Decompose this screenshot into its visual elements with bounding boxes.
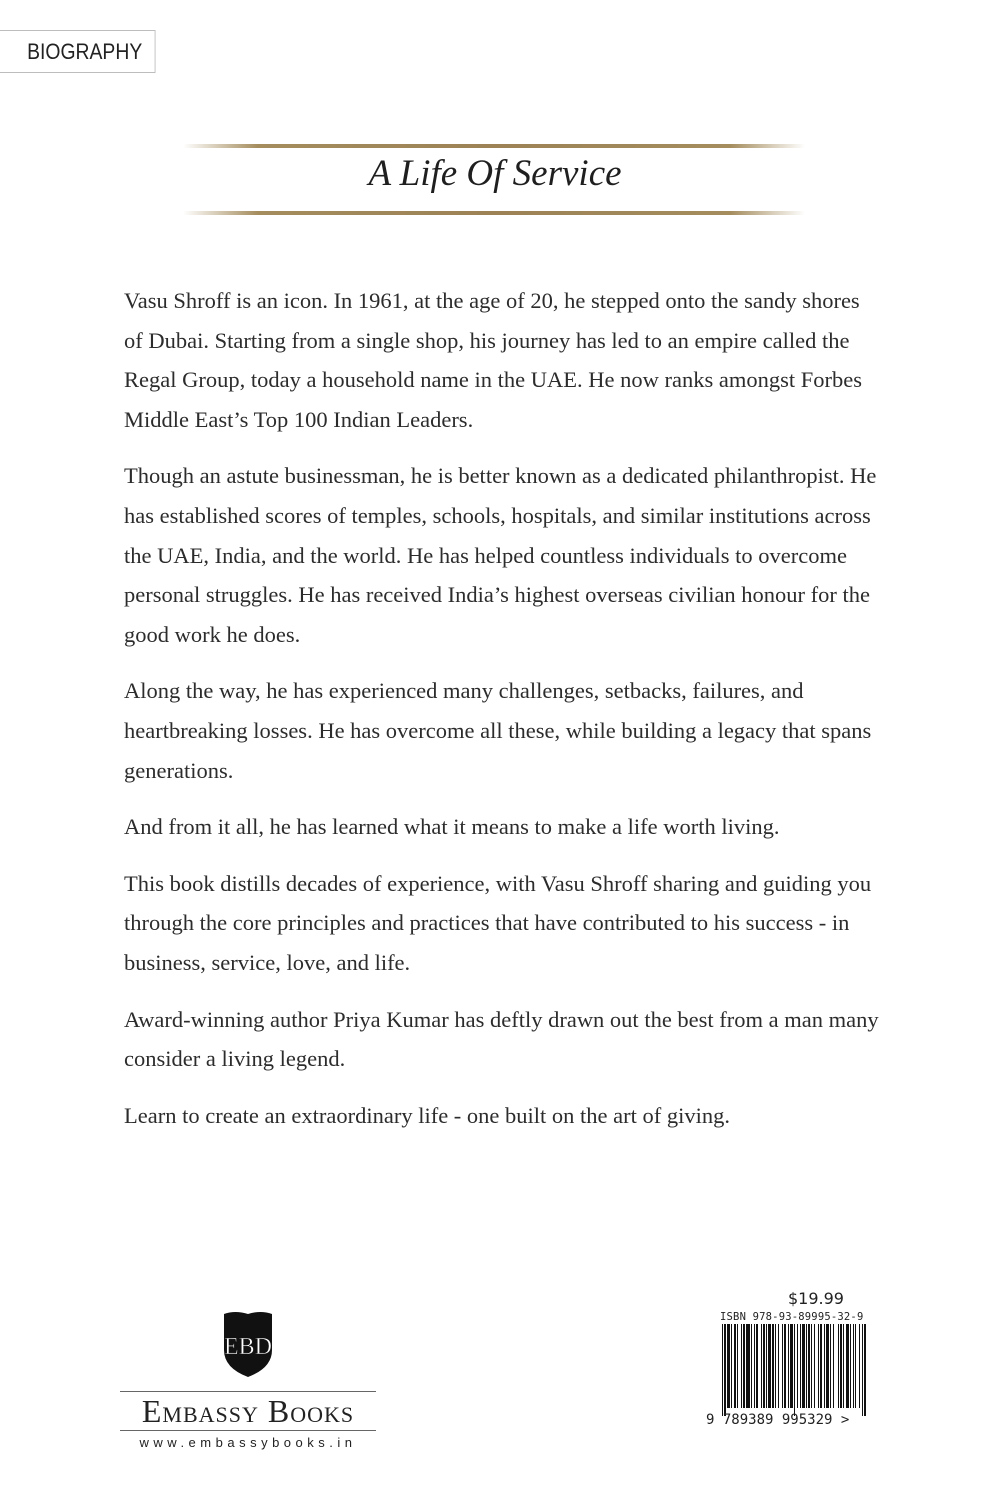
barcode-bar bbox=[751, 1324, 752, 1408]
barcode-bar bbox=[859, 1324, 860, 1408]
barcode-bar bbox=[855, 1324, 856, 1408]
barcode-bar bbox=[843, 1324, 844, 1408]
blurb-paragraph: Learn to create an extraordinary life - one built on the art of giving. bbox=[124, 1102, 731, 1128]
barcode-bar bbox=[862, 1324, 863, 1416]
barcode-bar bbox=[763, 1324, 765, 1408]
blurb-paragraph: And from it all, he has learned what it means to make a life worth living. bbox=[124, 814, 780, 840]
barcode-bar bbox=[731, 1324, 732, 1408]
book-title: A Life Of Service bbox=[368, 153, 622, 194]
barcode-bar bbox=[808, 1324, 810, 1408]
blurb-paragraph: Though an astute businessman, he is better known as a dedicated philanthropist. He has established scores of temples, schools, hospitals, and similar institutions across the UAE, India, and the world. He has helped countless individuals to overcome personal struggles. He has received India’s highest overseas civilian honour for the good work he does. bbox=[124, 463, 877, 647]
publisher-url: www.embassybooks.in bbox=[139, 1435, 357, 1450]
barcode-bar bbox=[782, 1324, 783, 1408]
barcode-bar bbox=[818, 1324, 819, 1408]
blurb-paragraph: Along the way, he has experienced many challenges, setbacks, failures, and heartbreaking losses. He has overcome all these, while building a legacy that spans generations. bbox=[124, 678, 872, 783]
isbn-label: ISBN 978-93-89995-32-9 bbox=[720, 1311, 864, 1323]
barcode-bar bbox=[794, 1324, 795, 1416]
barcode-bar bbox=[775, 1324, 776, 1408]
barcode-bar bbox=[806, 1324, 807, 1408]
barcode-bar bbox=[741, 1324, 742, 1408]
barcode-bar bbox=[824, 1324, 825, 1408]
barcode-bar bbox=[754, 1324, 755, 1408]
publisher-logo bbox=[120, 1310, 376, 1450]
shield-icon bbox=[221, 1310, 275, 1378]
barcode-bar bbox=[756, 1324, 758, 1408]
barcode-bar bbox=[734, 1324, 736, 1408]
barcode-bar bbox=[768, 1324, 771, 1408]
barcode-bar bbox=[724, 1324, 726, 1416]
barcode-bar bbox=[778, 1324, 779, 1408]
barcode-bar bbox=[790, 1324, 793, 1408]
barcode-bar bbox=[802, 1324, 805, 1408]
title-rule-bottom bbox=[183, 211, 805, 215]
barcode-bar bbox=[820, 1324, 822, 1408]
blurb-paragraph: Award-winning author Priya Kumar has deftly drawn out the best from a man many consider a living legend. bbox=[124, 1006, 879, 1072]
price: $19.99 bbox=[788, 1289, 844, 1308]
barcode-bar bbox=[826, 1324, 829, 1408]
publisher-name: Embassy Books bbox=[120, 1391, 376, 1431]
barcode-bar bbox=[850, 1324, 851, 1408]
barcode-bar bbox=[788, 1324, 789, 1408]
barcode-bar bbox=[840, 1324, 842, 1408]
barcode-bar bbox=[800, 1324, 801, 1408]
barcode-bar bbox=[727, 1324, 730, 1408]
barcode-bar bbox=[722, 1324, 723, 1416]
barcode-bar bbox=[737, 1324, 738, 1408]
barcode-bar bbox=[784, 1324, 786, 1408]
blurb-paragraph: Vasu Shroff is an icon. In 1961, at the age of 20, he stepped onto the sandy shores of Dubai. Starting from a single shop, his journey has led to an empire called the Regal Group, today a household name in the UAE. He now ranks amongst Forbes Middle East’s Top 100 Indian Leaders. bbox=[124, 288, 862, 432]
title-rule-top bbox=[183, 144, 805, 148]
barcode-bar bbox=[833, 1324, 834, 1408]
barcode-bar bbox=[797, 1324, 798, 1408]
barcode-icon bbox=[722, 1324, 866, 1416]
genre-tag bbox=[0, 30, 156, 73]
barcode-bar bbox=[772, 1324, 774, 1408]
barcode-bar bbox=[846, 1324, 849, 1408]
logo-initials: EBD bbox=[224, 1334, 272, 1360]
barcode-bar bbox=[746, 1324, 750, 1408]
barcode-bar bbox=[811, 1324, 812, 1408]
barcode-bar bbox=[766, 1324, 767, 1408]
blurb bbox=[124, 281, 884, 1152]
barcode-digits: 9 789389 995329 > bbox=[706, 1412, 850, 1428]
barcode-bar bbox=[761, 1324, 762, 1408]
genre-label: BIOGRAPHY bbox=[27, 38, 143, 64]
barcode-bar bbox=[838, 1324, 839, 1408]
barcode-bar bbox=[814, 1324, 815, 1408]
barcode-bar bbox=[853, 1324, 854, 1408]
blurb-paragraph: This book distills decades of experience, with Vasu Shroff sharing and guiding you through the core principles and practices that have contributed to his success - in business, service, love, and life. bbox=[124, 870, 872, 975]
barcode-bar bbox=[743, 1324, 745, 1408]
barcode-bar bbox=[864, 1324, 866, 1416]
barcode-bar bbox=[830, 1324, 831, 1408]
